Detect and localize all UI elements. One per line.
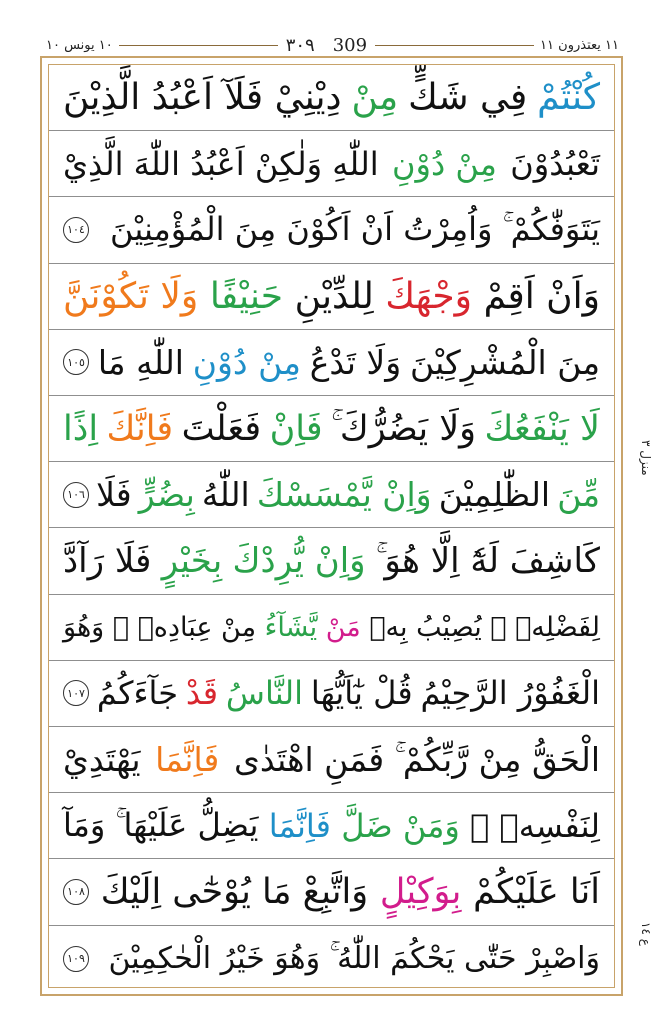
verse-word: وَاصْبِرْ حَتّٰى يَحْكُمَ اللّٰهُ ۚ وَهُوَ خَيْرُ الْحٰكِمِيْنَ <box>108 941 600 977</box>
verse-word: اَنَا عَلَيْكُمْ <box>473 871 600 912</box>
verse-word: كُنْتُمْ <box>537 77 600 119</box>
verse-word: لَا يَنْفَعُكَ <box>484 408 600 449</box>
verse-word: وَمَنْ ضَلَّ <box>341 806 460 845</box>
verse-line <box>49 65 614 131</box>
verse-word: مَنْ <box>325 611 361 643</box>
verse-word: فَاِنَّمَا <box>155 740 220 780</box>
verse-word: جَآءَكُمُ <box>96 674 179 713</box>
verse-line <box>49 264 614 330</box>
verse-line <box>49 661 614 727</box>
verse-word: مِّنَ <box>557 475 600 515</box>
header-page-numbers <box>278 35 375 56</box>
verse-word: لِفَضْلِهٖ ۭ يُصِيْبُ بِهٖ <box>369 611 600 643</box>
verse-word: قُلْ يٰٓاَيُّهَا <box>310 674 413 713</box>
verse-lines <box>48 64 615 988</box>
verse-word: النَّاسُ <box>225 674 303 713</box>
verse-line <box>49 727 614 793</box>
verse-word: فَعَلْتَ <box>181 408 262 449</box>
verse-word: مِنْ <box>351 77 399 119</box>
verse-word: مِنْ دُوْنِ <box>192 342 301 382</box>
verse-line <box>49 197 614 263</box>
verse-word: الظّٰلِمِيْنَ <box>438 475 551 515</box>
verse-word: قَدْ <box>185 674 218 713</box>
verse-line <box>49 462 614 528</box>
verse-word: يَهْتَدِيْ <box>63 740 141 780</box>
ayah-number-marker: ١٠٦ <box>63 482 89 508</box>
verse-line <box>49 926 614 992</box>
verse-word: وَجْهَكَ <box>385 275 472 317</box>
header-surah-label: ١٠ يونس ١٠ <box>40 38 119 53</box>
verse-word: وَاَنْ اَقِمْ <box>483 275 600 317</box>
verse-line <box>49 859 614 925</box>
ayah-number-marker: ١٠٨ <box>63 879 89 905</box>
verse-word: بِضُرٍّ <box>138 475 195 515</box>
page-number-arabic: ٣٠٩ <box>285 34 315 56</box>
verse-word: الْحَقُّ مِنْ رَّبِّكُمْ ۚ فَمَنِ اهْتَدٰى <box>233 739 600 779</box>
verse-word: تَعْبُدُوْنَ <box>510 144 600 183</box>
verse-line <box>49 793 614 859</box>
verse-word: مِنْ عِبَادِهٖ ۭ وَهُوَ <box>63 611 257 643</box>
verse-word: وَاتَّبِعْ مَا يُوْحٰٓى اِلَيْكَ <box>100 871 369 912</box>
verse-word: وَلَا يَضُرُّكَ ۚ <box>331 408 477 449</box>
verse-line <box>49 330 614 396</box>
verse-word: وَاِنْ يَّمْسَسْكَ <box>256 475 432 515</box>
verse-word: وَاِنْ يُّرِدْكَ <box>232 540 366 581</box>
verse-word: مِنَ الْمُشْرِكِيْنَ <box>409 342 600 382</box>
verse-word: فَلَا <box>96 475 132 515</box>
verse-word: مِنْ دُوْنِ <box>392 144 497 183</box>
verse-word: وَلَا تَكُوْنَنَّ <box>63 275 199 317</box>
verse-word: بِوَكِيْلٍ <box>379 871 462 912</box>
verse-word: اللّٰهِ وَلٰكِنْ اَعْبُدُ اللّٰهَ الَّذِيْ <box>63 144 379 183</box>
verse-word: يَتَوَفّٰكُمْ ۚ وَاُمِرْتُ اَنْ اَكُوْنَ مِنَ الْمُؤْمِنِيْنَ <box>109 210 600 249</box>
verse-word: فِي شَكٍّ <box>408 77 528 119</box>
verse-line <box>49 131 614 197</box>
verse-word: كَاشِفَ لَهٗٓ اِلَّا هُوَ ۚ <box>375 540 600 581</box>
verse-word: حَنِيْفًا <box>209 275 284 317</box>
verse-word: لِنَفْسِهٖ ۚ <box>470 806 600 845</box>
page-header <box>40 32 625 58</box>
verse-word: لِلدِّيْنِ <box>294 275 374 317</box>
verse-line <box>49 528 614 594</box>
verse-word: دِيْنِيْ فَلَآ اَعْبُدُ الَّذِيْنَ <box>63 77 342 119</box>
page-number: 309 <box>332 34 368 56</box>
verse-word: الْغَفُوْرُ الرَّحِيْمُ <box>420 674 600 713</box>
ayah-number-marker: ١٠٧ <box>63 680 89 706</box>
verse-word: يَّشَآءُ <box>264 611 318 643</box>
verse-word: اللّٰهُ <box>201 475 250 515</box>
verse-line <box>49 595 614 661</box>
ayah-number-marker: ١٠٩ <box>63 946 89 972</box>
verse-word: يَضِلُّ عَلَيْهَا ۚ وَمَآ <box>63 806 259 845</box>
verse-word: اِذًا <box>63 408 99 449</box>
page-frame <box>40 56 623 996</box>
header-juz-label: ١١ يعتذرون ١١ <box>534 38 625 53</box>
verse-word: فَاِنَّمَا <box>268 806 331 845</box>
verse-word: فَاِنْ <box>269 408 323 449</box>
ruku-label: ع ١٤ <box>639 922 653 946</box>
ayah-number-marker: ١٠٥ <box>63 349 89 375</box>
manzil-label: منزل ٣ <box>639 440 653 476</box>
verse-word: فَلَا رَآدَّ <box>63 540 152 581</box>
verse-word: اللّٰهِ مَا <box>97 342 184 382</box>
verse-word: بِخَيْرٍ <box>161 540 223 581</box>
verse-line <box>49 396 614 462</box>
verse-word: وَلَا تَدْعُ <box>309 342 402 382</box>
ayah-number-marker: ١٠٤ <box>63 217 89 243</box>
verse-word: فَاِنَّكَ <box>106 408 174 449</box>
